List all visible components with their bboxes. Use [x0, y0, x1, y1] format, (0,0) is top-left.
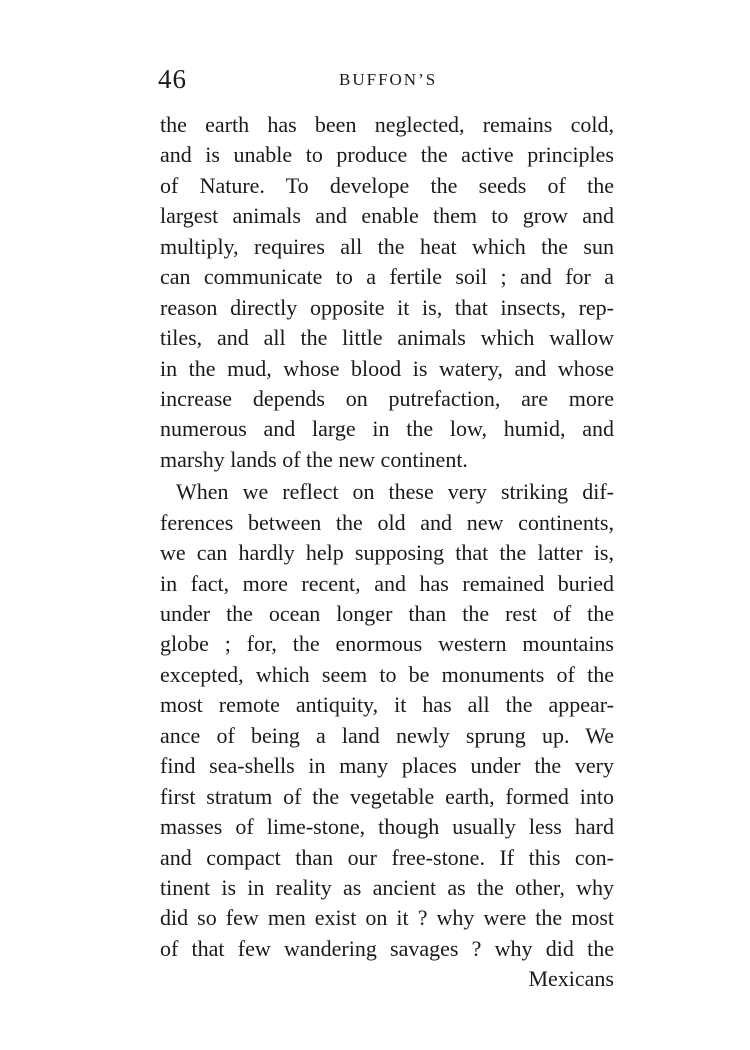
- text-line: did so few men exist on it ? why were the most: [160, 905, 614, 931]
- text-line: find sea-shells in many places under the very: [160, 753, 614, 779]
- text-line: and is unable to produce the active principles: [160, 142, 614, 168]
- text-line: globe ; for, the enormous western mountains: [160, 631, 614, 657]
- paragraph-first-line: When we reflect on these very striking dif-: [176, 479, 614, 505]
- text-line: under the ocean longer than the rest of the: [160, 601, 614, 626]
- text-line: numerous and large in the low, humid, and: [160, 416, 614, 442]
- paragraph-end-line: marshy lands of the new continent.: [160, 446, 468, 472]
- text-line: reason directly opposite it is, that insects, rep-: [160, 294, 614, 320]
- text-line: excepted, which seem to be monuments of the: [160, 661, 614, 687]
- page-number: 46: [158, 64, 187, 94]
- text-line: in the mud, whose blood is watery, and whose: [160, 355, 614, 381]
- text-line: tinent is in reality as ancient as the other, why: [160, 874, 614, 900]
- body-text: [160, 110, 614, 995]
- running-head: BUFFON’S: [339, 70, 438, 89]
- text-line: in fact, more recent, and has remained buried: [160, 570, 614, 596]
- text-line: tiles, and all the little animals which wallow: [160, 325, 614, 351]
- text-line: we can hardly help supposing that the latter is,: [160, 540, 614, 566]
- text-line: largest animals and enable them to grow and: [160, 203, 614, 229]
- text-line: first stratum of the vegetable earth, formed into: [160, 783, 614, 809]
- text-line: of that few wandering savages ? why did the: [160, 935, 614, 961]
- text-line: ance of being a land newly sprung up. We: [160, 722, 614, 748]
- text-line: the earth has been neglected, remains cold,: [160, 112, 614, 137]
- text-line: multiply, requires all the heat which the sun: [160, 233, 614, 259]
- text-line: most remote antiquity, it has all the appear-: [160, 692, 614, 718]
- text-line: ferences between the old and new continents,: [160, 509, 614, 535]
- text-line: increase depends on putrefaction, are more: [160, 385, 614, 411]
- catchword: Mexicans: [528, 966, 614, 992]
- text-line: and compact than our free-stone. If this con-: [160, 844, 614, 870]
- text-line: can communicate to a fertile soil ; and for a: [160, 264, 614, 290]
- page-header: [158, 64, 614, 104]
- text-line: of Nature. To develope the seeds of the: [160, 172, 614, 198]
- text-line: masses of lime-stone, though usually less hard: [160, 814, 614, 840]
